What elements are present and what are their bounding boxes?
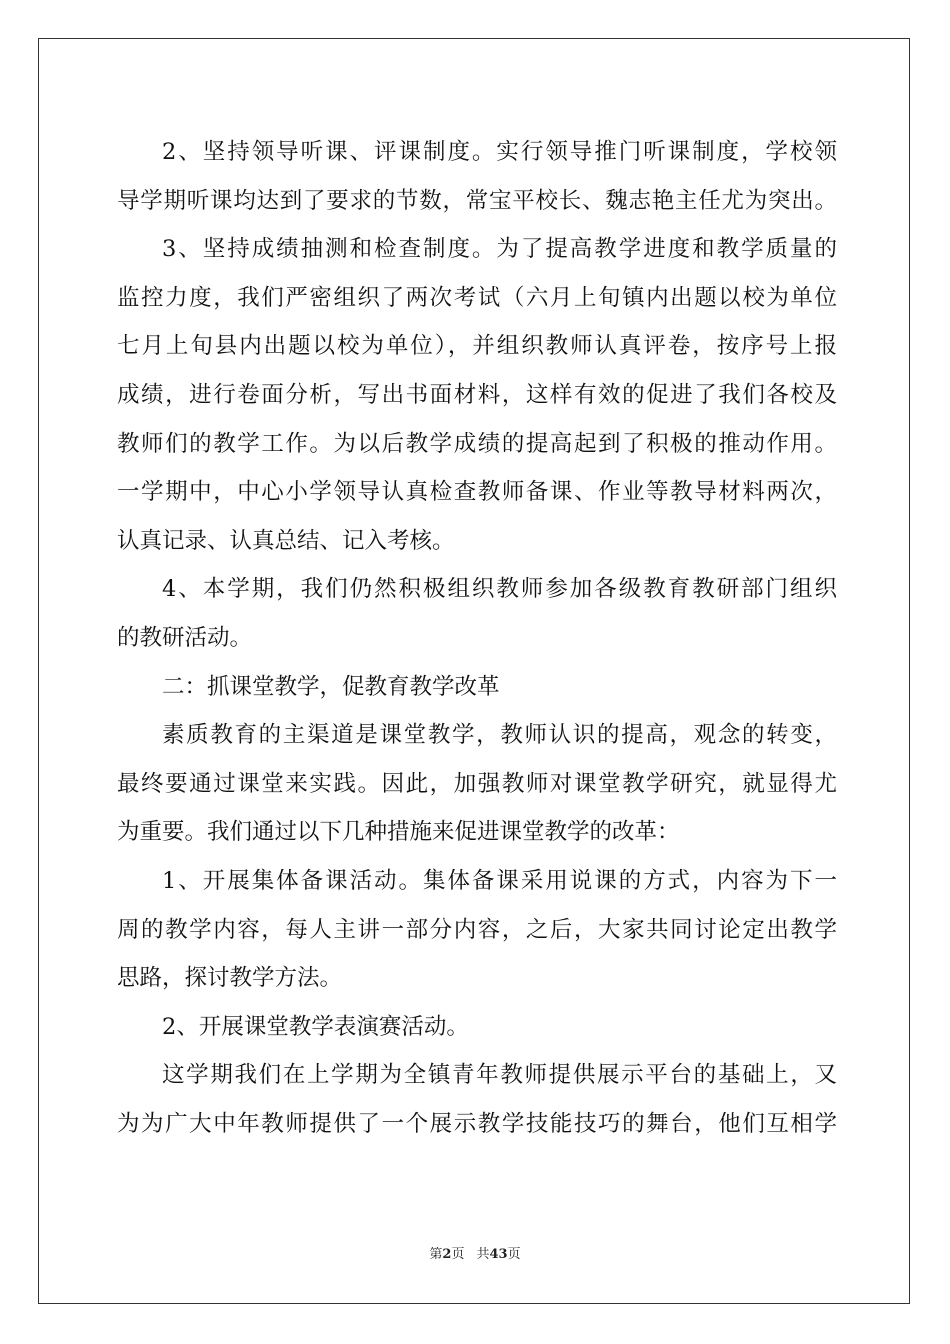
text-line: 这学期我们在上学期为全镇青年教师提供展示平台的基础上，又 (162, 1062, 837, 1089)
text-line: 教师们的教学工作。为以后教学成绩的提高起到了积极的推动作用。 (117, 430, 837, 457)
text-line: 3、坚持成绩抽测和检查制度。为了提高教学进度和教学质量的 (162, 236, 837, 263)
text-line: 监控力度，我们严密组织了两次考试（六月上旬镇内出题以校为单位 (117, 284, 837, 311)
text-line: 1、开展集体备课活动。集体备课采用说课的方式，内容为下一 (162, 867, 837, 894)
footer-total-suffix: 页 (507, 1247, 521, 1262)
text-line: 素质教育的主渠道是课堂教学，教师认识的提高，观念的转变， (162, 722, 837, 749)
document-body (117, 128, 837, 1148)
text-line: 导学期听课均达到了要求的节数，常宝平校长、魏志艳主任尤为突出。 (117, 187, 837, 214)
text-line: 2、坚持领导听课、评课制度。实行领导推门听课制度，学校领 (162, 139, 837, 165)
text-line: 的教研活动。 (117, 624, 253, 651)
text-line: 认真记录、认真总结、记入考核。 (117, 527, 455, 554)
text-line: 一学期中，中心小学领导认真检查教师备课、作业等教导材料两次， (117, 479, 837, 506)
text-line: 2、开展课堂教学表演赛活动。 (162, 1013, 469, 1040)
text-line: 思路，探讨教学方法。 (117, 965, 343, 992)
text-line: 最终要通过课堂来实践。因此，加强教师对课堂教学研究，就显得尤 (117, 770, 837, 797)
text-line: 周的教学内容，每人主讲一部分内容，之后，大家共同讨论定出教学 (117, 916, 837, 943)
footer-page-current: 2 (442, 1247, 452, 1262)
text-line: 七月上旬县内出题以校为单位），并组织教师认真评卷，按序号上报 (117, 333, 837, 360)
footer-page-prefix: 第 (429, 1247, 443, 1262)
footer-page-total: 43 (489, 1247, 508, 1262)
footer-page-suffix: 页 (451, 1247, 465, 1262)
text-line: 为为广大中年教师提供了一个展示教学技能技巧的舞台，他们互相学 (117, 1110, 837, 1137)
footer-total-prefix: 共 (476, 1247, 490, 1262)
text-line: 为重要。我们通过以下几种措施来促进课堂教学的改革： (117, 819, 680, 846)
page-footer (0, 1246, 950, 1264)
text-line: 4、本学期，我们仍然积极组织教师参加各级教育教研部门组织 (162, 576, 837, 603)
text-line: 二：抓课堂教学，促教育教学改革 (162, 673, 500, 700)
text-line: 成绩，进行卷面分析，写出书面材料，这样有效的促进了我们各校及 (117, 381, 837, 408)
